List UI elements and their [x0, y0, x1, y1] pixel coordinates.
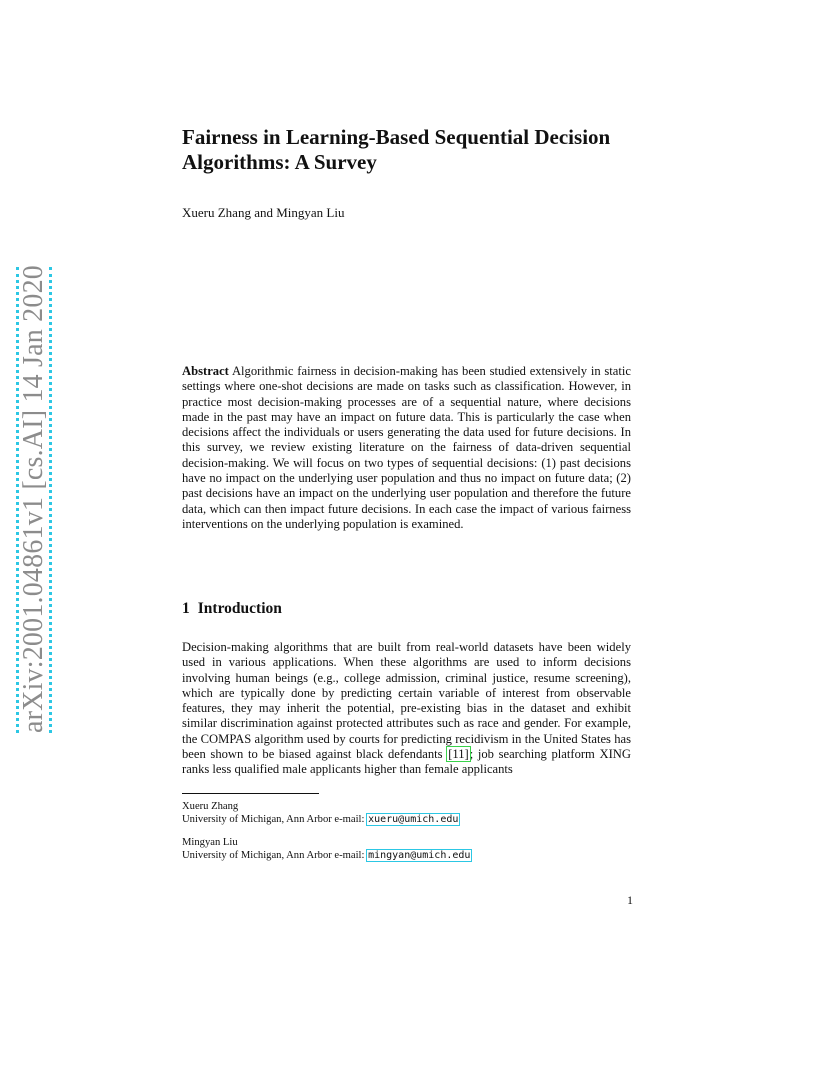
footnote-affiliation-line	[182, 813, 642, 826]
footnote-author-1	[182, 800, 642, 826]
citation-link[interactable]: [11]	[448, 747, 469, 762]
arxiv-stamp[interactable]	[16, 267, 52, 733]
abstract	[182, 364, 631, 532]
arxiv-stamp-text[interactable]: arXiv:2001.04861v1 [cs.AI] 14 Jan 2020	[18, 265, 49, 733]
paper-title: Fairness in Learning-Based Sequential Decision Algorithms: A Survey	[182, 125, 611, 174]
intro-text: Decision-making algorithms that are built from real-world datasets have been widely used in various applications. When these algorithms are used to inform decisions involving human beings (e.g., college admission, criminal justice, resume screening), which are typically done by predicting certain variable of interest from observable features, they may inherit the potential, pre-existing bias in the dataset and exhibit similar discrimination against protected attributes such as race and gender. For example, the COMPAS algorithm used by courts for predicting recidivism in the United States has been shown to be biased against black defendants	[182, 640, 631, 762]
footnote-name: Xueru Zhang	[182, 801, 239, 812]
section-number: 1	[182, 600, 190, 617]
footnote-affiliation-line	[182, 849, 642, 862]
footnote-author-2	[182, 836, 642, 862]
section-title: Introduction	[197, 600, 282, 617]
abstract-label: Abstract	[182, 364, 229, 378]
footnote-affiliation: University of Michigan, Ann Arbor e-mail:	[182, 850, 368, 861]
paper-authors: Xueru Zhang and Mingyan Liu	[182, 205, 345, 220]
email-link[interactable]: xueru@umich.edu	[368, 814, 459, 825]
footnote-divider	[182, 793, 319, 794]
page-number: 1	[627, 893, 633, 907]
footnote-affiliation: University of Michigan, Ann Arbor e-mail:	[182, 814, 368, 825]
email-link[interactable]: mingyan@umich.edu	[368, 850, 471, 861]
abstract-text: Algorithmic fairness in decision-making has been studied extensively in static settings where one-shot decisions are made on tasks such as classification. However, in practice most decision-making processes are of a sequential nature, where decisions made in the past may have an impact on future data. This is particularly the case when decisions affect the individuals or users generating the data used for future decisions. In this survey, we review existing literature on the fairness of data-driven sequential decision-making. We will focus on two types of sequential decisions: (1) past decisions have no impact on the underlying user population and thus no impact on future data; (2) past decisions have an impact on the underlying user population and therefore the future data, which can then impact future decisions. In each case the impact of various fairness interventions on the underlying population is examined.	[182, 364, 631, 531]
section-heading	[182, 599, 282, 619]
intro-text-continued: ; job searching platform XING ranks less qualified male applicants higher than female applicants	[182, 747, 631, 777]
footnote-name: Mingyan Liu	[182, 837, 238, 848]
intro-paragraph	[182, 640, 631, 778]
